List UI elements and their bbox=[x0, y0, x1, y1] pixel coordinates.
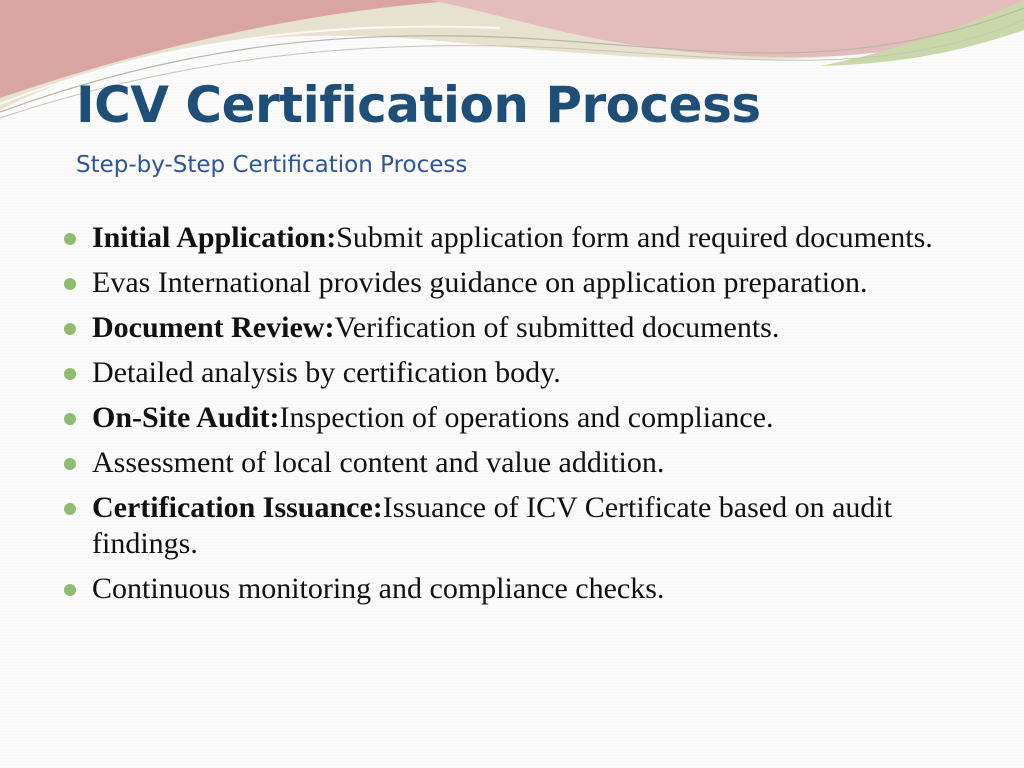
bullet-dot-icon bbox=[64, 503, 76, 515]
bullet-term: On-Site Audit: bbox=[92, 401, 280, 434]
bullet-dot-icon bbox=[64, 278, 76, 290]
bullet-text: Submit application form and required documents. bbox=[336, 221, 933, 254]
slide-subtitle: Step-by-Step Certification Process bbox=[76, 152, 468, 178]
bullet-term: Initial Application: bbox=[92, 221, 337, 254]
bullet-dot-icon bbox=[64, 233, 76, 245]
bullet-text: Inspection of operations and compliance. bbox=[279, 401, 774, 434]
bullet-text: Assessment of local content and value addition. bbox=[92, 446, 665, 479]
bullet-dot-icon bbox=[64, 368, 76, 380]
bullet-text: Issuance of ICV Certificate based on audit findings. bbox=[92, 491, 893, 560]
bullet-text: Verification of submitted documents. bbox=[334, 311, 780, 344]
bullet-item bbox=[62, 355, 962, 391]
bullet-item bbox=[62, 220, 962, 256]
bullet-dot-icon bbox=[64, 323, 76, 335]
bullet-item bbox=[62, 310, 962, 346]
bullet-item bbox=[62, 490, 962, 562]
bullet-text: Evas International provides guidance on application preparation. bbox=[92, 266, 868, 299]
bullet-item bbox=[62, 265, 962, 301]
bullet-dot-icon bbox=[64, 413, 76, 425]
bullet-text: Continuous monitoring and compliance checks. bbox=[92, 572, 665, 605]
bullet-term: Certification Issuance: bbox=[92, 491, 383, 524]
slide-title: ICV Certification Process bbox=[76, 76, 761, 134]
bullet-term: Document Review: bbox=[92, 311, 335, 344]
bullet-dot-icon bbox=[64, 458, 76, 470]
bullet-dot-icon bbox=[64, 584, 76, 596]
bullet-item bbox=[62, 571, 962, 607]
bullet-list bbox=[62, 220, 962, 616]
bullet-text: Detailed analysis by certification body. bbox=[92, 356, 561, 389]
bullet-item bbox=[62, 445, 962, 481]
bullet-item bbox=[62, 400, 962, 436]
